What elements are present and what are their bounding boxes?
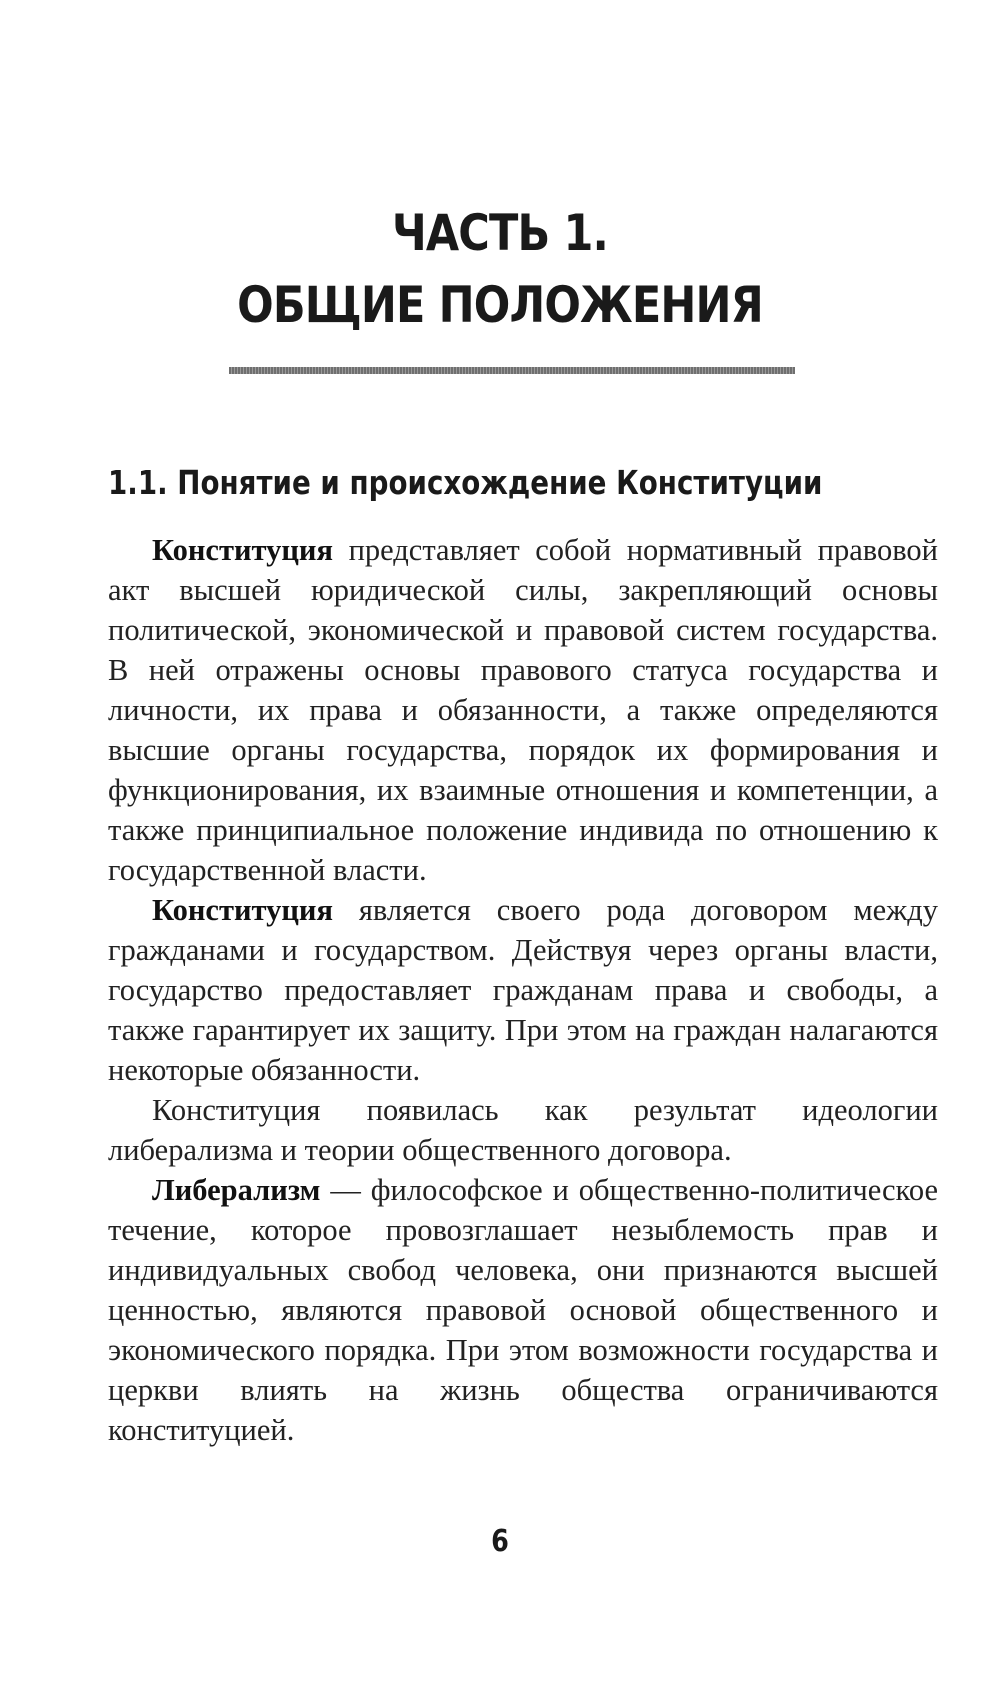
paragraph [108, 1090, 938, 1170]
paragraph-text: является своего рода договором между гражданами и государством. Действуя через органы власти, государство предоставляет гражданам права и свободы, а также гарантирует их защиту. При этом на граждан налагаются некоторые обязанности. [108, 893, 938, 1087]
paragraph [108, 530, 938, 890]
paragraph [108, 890, 938, 1090]
paragraph-text: представляет собой нормативный правовой акт высшей юридической силы, закрепляющий основы политической, экономической и правовой систем государства. В ней отражены основы правового статуса государства и личности, их права и обязанности, а также определяются высшие органы государства, порядок их формирования и функционирования, их взаимные отношения и компетенции, а также принципиальное положение индивида по отношению к государственной власти. [108, 533, 938, 887]
part-title-line-2: ОБЩИЕ ПОЛОЖЕНИЯ [237, 276, 763, 334]
paragraph-bold-term: Конституция [152, 893, 333, 927]
paragraph-bold-term: Конституция [152, 533, 333, 567]
paragraph [108, 1170, 938, 1450]
paragraph-text: — философское и общественно-политическое течение, которое провозглашает незыблемость прав и индивидуальных свобод человека, они признаются высшей ценностью, являются правовой основой общественного и экономического порядка. При этом возможности государства и церкви влиять на жизнь общества ограничиваются конституцией. [108, 1173, 938, 1447]
page-number: 6 [491, 1524, 509, 1559]
paragraph-text: Конституция появилась как результат идеологии либерализма и теории общественного договора. [108, 1093, 938, 1167]
section-title: 1.1. Понятие и происхождение Конституции [108, 463, 823, 502]
paragraph-bold-term: Либерализм [152, 1173, 321, 1207]
part-title-line-1: ЧАСТЬ 1. [391, 204, 609, 262]
body-text [108, 530, 938, 1450]
title-divider [229, 367, 795, 374]
